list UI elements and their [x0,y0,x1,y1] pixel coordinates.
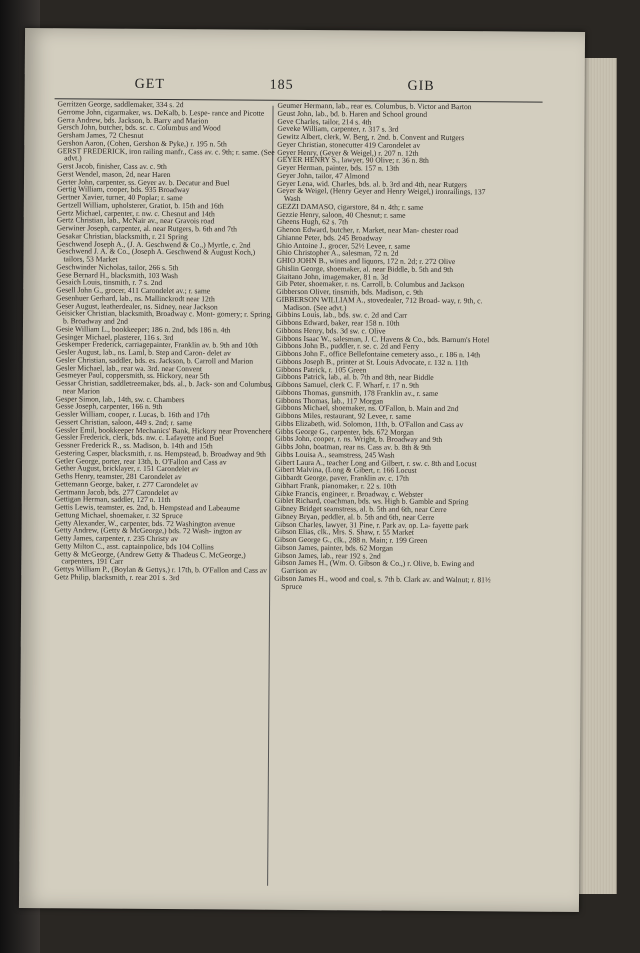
directory-entry: Gibbons Henry, bds. 3d sw. c. Olive [275,325,386,336]
directory-entry: GIBBERSON WILLIAM A., stovedealer, 712 Broad- way, r. 9th, c. Madison. (See advt.) [276,294,483,312]
directory-entry: Geve Charles, tailor, 214 s. 4th [277,116,372,126]
directory-entry: Gettung Michael, shoemaker, r. 32 Spruce [54,510,183,520]
directory-entry: Gershon Aaron, (Cohen, Gershon & Pyke,) r. 195 n. 5th [57,138,227,149]
directory-entry: Gettis Lewis, teamster, es. 2nd, b. Hempstead and Labeaume [54,502,240,513]
directory-entry: Gesakar Christian, blacksmith, r. 21 Spring [56,231,188,241]
header-right-guide-word: GIB [407,78,435,94]
directory-entry: Geschwend J. A. & Co., (Joseph A. Geschwend & August Koch,) tailors, 53 Market [56,246,256,264]
directory-entry: Gibbons Patrick, lab., al. b. 7th and 8th, near Biddle [275,372,434,383]
directory-entry: Geths Henry, teamster, 281 Carondelet av [54,471,182,482]
directory-entry: Gibson James H., (Wm. O. Gibson & Co.,) r. Olive, b. Ewing and Garrison av [274,558,475,576]
directory-entry: Gessler Frederick, clerk, bds. nw. c. Lafayette and Buel [55,432,224,443]
directory-entry: Getty Alexander, W., carpenter, bds. 72 Washington avenue [54,517,236,529]
directory-entry: Gether August, bricklayer, r. 151 Carondelet av [54,463,199,474]
directory-entry: Gibhart Frank, pianomaker, r. 22 s. 10th [274,480,397,491]
directory-entry: GHIO JOHN B., wines and liquors, 172 n. 2d; r. 272 Olive [276,255,456,267]
directory-entry: Gesenhuer Gerhard, lab., ns. Mallinckrodt near 12th [56,293,215,304]
directory-entry: Geust John, lab., bd. b. Haren and School ground [277,108,428,119]
directory-entry: Gertzell William, upholsterer, Gratiot, b. 15th and 16th [56,200,224,211]
directory-entry: Getty & McGeorge, (Andrew Getty & Thadeus C. McGeorge,) carpenters, 191 Carr [54,548,246,567]
directory-entry: Gib Peter, shoemaker, r. ns. Carroll, b. Columbus and Jackson [276,279,465,290]
directory-entry: Geyer Herman, painter, bds. 157 n. 13th [277,162,400,173]
directory-entry: Gibson George G., clk., 288 n. Main; r. 199 Green [274,534,428,545]
directory-entry: Gibbons Edward, baker, rear 158 n. 10th [275,317,400,328]
directory-entry: Gibbs John, boatman, rear ns. Cass av. b. 8th & 9th [275,441,431,452]
directory-entry: Geyer Henry, (Geyer & Weigel,) r. 207 n. 12th [277,147,419,158]
directory-entry: Gibbardt George, paver, Franklin av. c. 17th [274,472,410,483]
directory-entry: Gibbons John F., office Bellefontaine cemetery asso., r. 186 n. 14th [275,348,481,360]
directory-entry: Gerrome John, cigarmaker, ws. DeKalb, b. Lespe- rance and Picotte [57,107,265,118]
directory-entry: Gesper Simon, lab., 14th, sw. c. Chambers [55,393,185,404]
directory-entry: GEYER HENRY S., lawyer, 90 Olive; r. 36 n. 8th [277,155,429,166]
directory-entry: Geumer Hermann, lab., rear es. Columbus, b. Victor and Barton [277,100,472,112]
directory-entry: Gibson Elias, clk., Mrs. S. Shaw, r. 55 Market [274,527,414,538]
directory-entry: Geveke William, carpenter, r. 317 s. 3rd [277,124,399,134]
directory-entry: Gertz Christian, lab., McNair av., near Gravois road [56,215,215,226]
directory-entry: Gettigan Herman, saddler, 127 n. 11th [54,494,171,505]
directory-entry: Ghio Antoine J., grocer, 52½ Levee, r. same [276,240,411,251]
directory-entry: Gibbs Elizabeth, wid. Solomon, 11th, b. O'Fallon and Cass av [275,418,464,429]
directory-entry: Gibert Laura A., teacher Long and Gilbert, r. sw. c. 8th and Locust [275,457,477,468]
directory-entry: Gibbons Joseph B., printer at St. Louis Advocate, r. 132 n. 11th [275,356,469,367]
directory-entry: Gerter John, carpenter, ss. Geyer av. b. Decatur and Buel [56,176,230,187]
directory-entry: Getz Philip, blacksmith, r. rear 201 s. 3rd [54,572,180,582]
directory-entry: Gerst Wendel, mason, 2d, near Haren [57,169,171,179]
right-column [274,102,495,592]
directory-entry: Geyer Christian, stonecutter 419 Carondelet av [277,139,421,150]
directory-entry: Giaitano John, imagemaker, 81 n. 3d [276,271,389,282]
directory-entry: Geschwend Joseph A., (J. A. Geschwend & Co.,) Myrtle, c. 2nd [56,238,251,250]
directory-entry: Geschwinder Nicholas, tailor, 266 s. 5th [56,262,179,272]
directory-entry: Gesse Joseph, carpenter, 166 n. 9th [55,401,163,412]
directory-entry: Gettemann George, baker, r. 277 Carondelet av [54,479,199,490]
directory-entry: Ghio Christopher A., salesman, 72 n. 2d [276,248,399,258]
header-left-guide-word: GET [134,76,165,93]
directory-entry: Gertig William, cooper, bds. 935 Broadway [56,184,190,195]
directory-entry: Gettys William P., (Boylan & Gettys,) r. 17th, b. O'Fallon and Cass av [54,564,268,575]
directory-entry: Getler George, porter, rear 13th, b. O'Fallon and Cass av [55,455,227,466]
directory-entry: Ghianne Peter, bds. 245 Broadway [276,232,383,243]
directory-entry: Gersham James, 72 Chesnut [57,130,144,140]
directory-entry: Gibbs George G., carpenter, bds. 672 Morgan [275,426,414,437]
directory-entry: Gibson James, lab., rear 192 s. 2nd [274,550,381,561]
directory-entry: Gibbs John, cooper, r. ns. Wright, b. Broadway and 9th [275,434,443,445]
directory-entry: Gibke Francis, engineer, r. Broadway, c. Webster [274,488,424,499]
directory-entry: Gibney Bridget seamstress, al. b. 5th and 6th, near Cerre [274,503,447,515]
directory-entry: Ghenon Edward, butcher, r. Market, near Man- chester road [276,224,459,236]
directory-entry: Gesaich Louis, tinsmith, r. 7 s. 2nd [56,277,163,288]
directory-entry: Getty James, carpenter, r. 235 Christy av [54,533,179,544]
directory-entry: Geyer & Weigel, (Henry Geyer and Henry Weigel,) ironrailings, 137 Wash [276,186,486,203]
directory-entry: GEZZI DAMASO, cigarstore, 84 n. 4th; r. same [276,201,424,212]
directory-entry: Gesell John G., grocer, 411 Carondelet av.; r. same [56,285,211,296]
directory-entry: Gersch John, butcher, bds. sc. c. Columbus and Wood [57,122,221,133]
directory-entry: Gibbons John B., puddler, r. se. c. 2d and Ferry [275,341,420,352]
directory-entry: Gerra Andrew, bds. Jackson, b. Barry and Marion [57,114,209,125]
directory-entry: Geisicker Christian, blacksmith, Broadway c. Mont- gomery; r. Spring, b. Broadway and 2nd [56,308,273,326]
directory-entry: Gertmann Jacob, bds. 277 Carondelet av [54,486,179,497]
directory-entry: Gibbons Michael, shoemaker, ns. O'Fallon, b. Main and 2nd [275,403,459,414]
directory-entry: Gestering Casper, blacksmith, r. ns. Hempstead, b. Broadway and 9th [55,448,266,459]
directory-entry: Gibbons Thomas, gunsmith, 178 Franklin av., r. same [275,387,439,398]
directory-entry: GERST FREDERICK, iron railing manfr., Cass av. c. 9th; r. same. (See advt.) [57,145,275,163]
directory-entry: Gessler Emil, bookkeeper Mechanics' Bank, Hickory near Provenchere [55,424,272,436]
directory-page [19,28,585,912]
directory-entry: Geyer John, tailor, 47 Almond [277,170,370,181]
directory-entry: Getty Milton C., asst. captainpolice, bds 104 Collins [54,541,214,552]
directory-entry: Gibbins Louis, lab., bds. sw. c. 2d and Carr [276,310,408,320]
directory-entry: Geskemper Frederick, carriagepainter, Franklin av. b. 9th and 10th [55,339,258,350]
directory-entry: Gese Bernard H., blacksmith, 103 Wash [56,269,178,280]
directory-entry: Gibson James H., wood and coal, s. 7th b. Clark av. and Walnut; r. 81½ Spruce [274,573,491,591]
directory-entry: Gesler Christian, saddler, bds. es. Jackson, b. Carroll and Marion [55,355,254,366]
directory-entry: Gesinger Michael, plasterer, 116 s. 3rd [55,331,174,342]
directory-entry: Gessner Frederick R., ss. Madison, b. 14th and 15th [55,440,213,451]
directory-entry: Gibbs Louisa A., seamstress, 245 Wash [275,449,395,460]
directory-entry: Geyer Lena, wid. Charles, bds. al. b. 3rd and 4th, near Rutgers [276,178,467,189]
left-column [54,100,275,582]
directory-entry: Gibberson Oliver, tinsmith, bds. Madison, c. 9th [276,286,423,297]
directory-entry: Gesler August, lab., ns. Laml, b. Step and Caron- delet av [55,347,231,358]
directory-entry: Gewitz Albert, clerk, W. Berg, r. 2nd. b. Convent and Rutgers [277,131,465,143]
directory-entry: Gerritzen George, saddlemaker, 334 s. 2d [57,99,184,110]
directory-entry: Gheens Hugh, 62 s. 7th [276,217,349,227]
directory-entry: Gibson Charles, lawyer, 31 Pine, r. Park av. op. La- fayette park [274,519,469,530]
directory-entry: Gibert Malvina, (Long & Gibert, r. 166 Locust [274,465,417,476]
directory-entry: Gertz Michael, carpenter, r. nw. c. Chesnut and 14th [56,207,215,218]
directory-entry: Gibbons Patrick, r. 105 Green [275,364,367,374]
directory-entry: Gerst Jacob, finisher, Cass av. c. 9th [57,161,167,172]
directory-entry: Giblet Richard, coachman, bds. ws. High b. Gamble and Spring [274,496,469,507]
directory-entry: Ghislin George, shoemaker, al. near Biddle, b. 5th and 9th [276,263,454,274]
directory-entry: Geser August, leatherdealer, ns. Sidney, near Jackson [56,300,218,311]
directory-entry: Gibbons Miles, restaurant, 92 Levee, r. same [275,410,412,421]
directory-entry: Gibbons Thomas, lab., 117 Morgan [275,395,384,406]
directory-entry: Gesmeyer Paul, coppersmith, ss. Hickory, near 5th [55,370,210,381]
directory-entry: Gessert Christian, saloon, 449 s. 2nd; r. same [55,417,193,427]
directory-entry: Gerwiner Joseph, carpenter, al. near Rutgers, b. 6th and 7th [56,223,237,234]
directory-entry: Gezzie Henry, saloon, 40 Chesnut; r. same [276,209,406,220]
directory-entry: Gertner Xavier, turner, 40 Poplar; r. same [56,192,183,203]
directory-entry: Gessler William, cooper, r. Lucas, b. 16th and 17th [55,409,210,420]
directory-entry: Gibbons Isaac W., salesman, J. C. Havens & Co., bds. Barnum's Hotel [275,333,490,344]
directory-entry: Getty Andrew, (Getty & McGeorge,) bds. 72 Wash- ington av [54,525,242,536]
directory-entry: Gesler Michael, lab., rear wa. 3rd. near Convent [55,362,203,373]
page-number: 185 [269,77,294,93]
directory-entry: Gessar Christian, saddletreemaker, bds. al., b. Jack- son and Columbus, near Marion [55,378,273,396]
directory-entry: Gibson James, painter, bds. 62 Morgan [274,542,394,553]
directory-entry: Gibbons Samuel, clerk C. F. Wharf, r. 17 n. 9th [275,379,419,390]
directory-entry: Gibney Bryan, peddler, al. b. 5th and 6th, near Cerre [274,511,435,522]
directory-entry: Gesie William L., bookkeeper; 186 n. 2nd, bds 186 n. 4th [55,324,231,335]
